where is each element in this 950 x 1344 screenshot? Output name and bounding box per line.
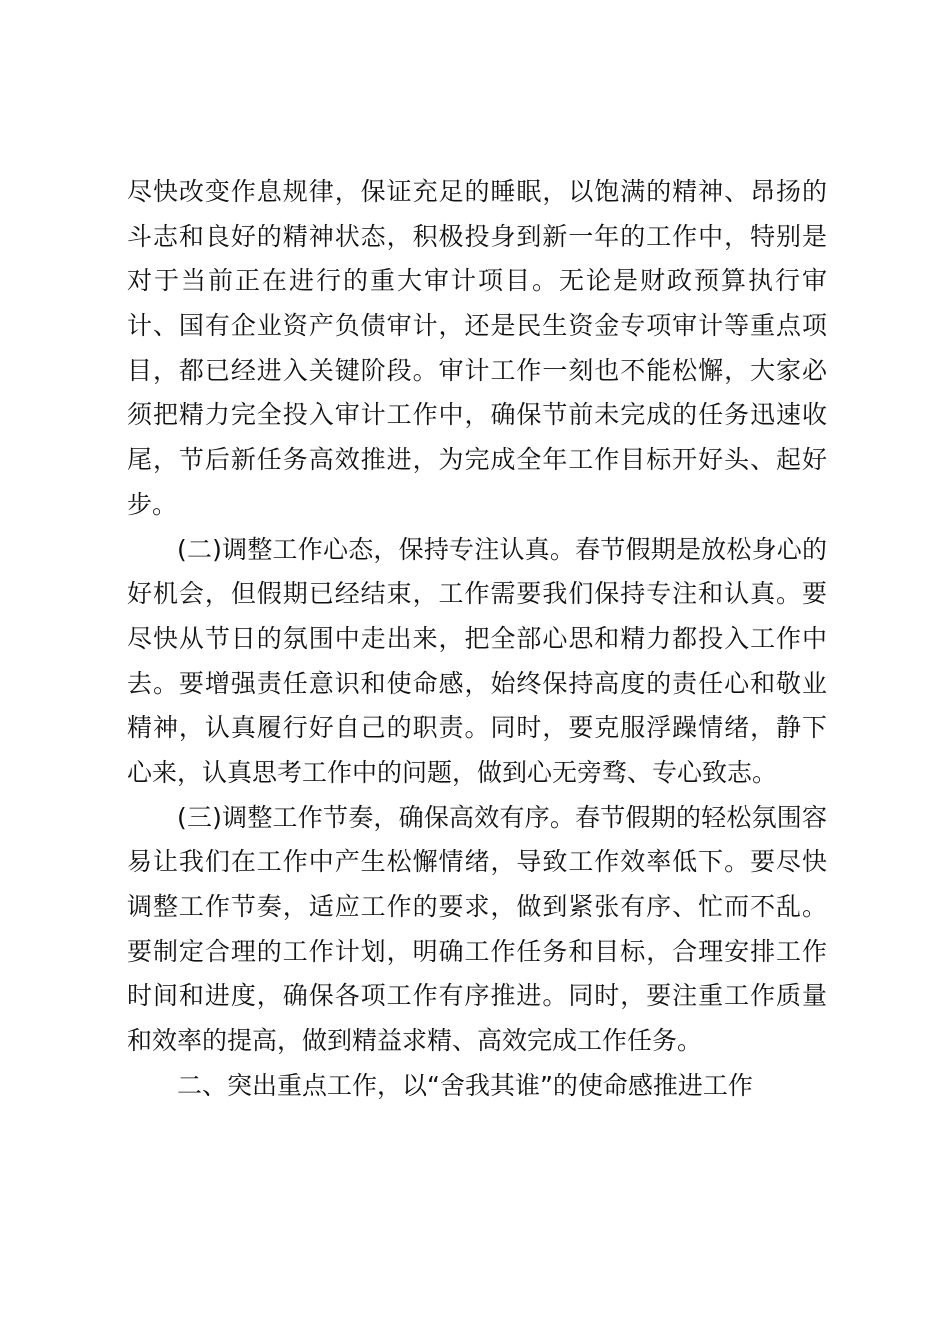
text-line: 尾，节后新任务高效推进，为完成全年工作目标开好头、起好 [127, 445, 827, 475]
text-line: 好机会，但假期已经结束，工作需要我们保持专注和认真。要 [127, 579, 827, 609]
text-line: 易让我们在工作中产生松懈情绪，导致工作效率低下。要尽快 [127, 847, 827, 877]
text-line: 须把精力完全投入审计工作中，确保节前未完成的任务迅速收 [127, 400, 827, 430]
document-body [127, 170, 827, 1108]
text-line: 斗志和良好的精神状态，积极投身到新一年的工作中，特别是 [127, 221, 827, 251]
text-line: 步。 [127, 489, 178, 519]
text-line: 计、国有企业资产负债审计，还是民生资金专项审计等重点项 [127, 311, 827, 341]
text-line: 尽快改变作息规律，保证充足的睡眠，以饱满的精神、昂扬的 [127, 177, 827, 206]
text-line: 调整工作节奏，适应工作的要求，做到紧张有序、忙而不乱。 [127, 892, 827, 921]
text-line: 目，都已经进入关键阶段。审计工作一刻也不能松懈，大家必 [127, 355, 827, 385]
section-heading: 二、突出重点工作，以“舍我其谁”的使命感推进工作 [177, 1070, 753, 1100]
text-line: 心来，认真思考工作中的问题，做到心无旁骛、专心致志。 [127, 757, 778, 787]
paragraph-heading-line: (二)调整工作心态，保持专注认真。春节假期是放松身心的 [177, 534, 827, 564]
text-line: 精神，认真履行好自己的职责。同时，要克服浮躁情绪，静下 [127, 713, 827, 743]
text-line: 对于当前正在进行的重大审计项目。无论是财政预算执行审 [127, 266, 827, 296]
text-line: 时间和进度，确保各项工作有序推进。同时，要注重工作质量 [127, 981, 827, 1011]
text-line: 去。要增强责任意识和使命感，始终保持高度的责任心和敬业 [127, 668, 827, 698]
text-line: 要制定合理的工作计划，明确工作任务和目标，合理安排工作 [127, 936, 827, 966]
text-line: 尽快从节日的氛围中走出来，把全部心思和精力都投入工作中 [127, 623, 827, 653]
text-line: 和效率的提高，做到精益求精、高效完成工作任务。 [127, 1026, 703, 1056]
paragraph-heading-line: (三)调整工作节奏，确保高效有序。春节假期的轻松氛围容 [177, 802, 827, 832]
